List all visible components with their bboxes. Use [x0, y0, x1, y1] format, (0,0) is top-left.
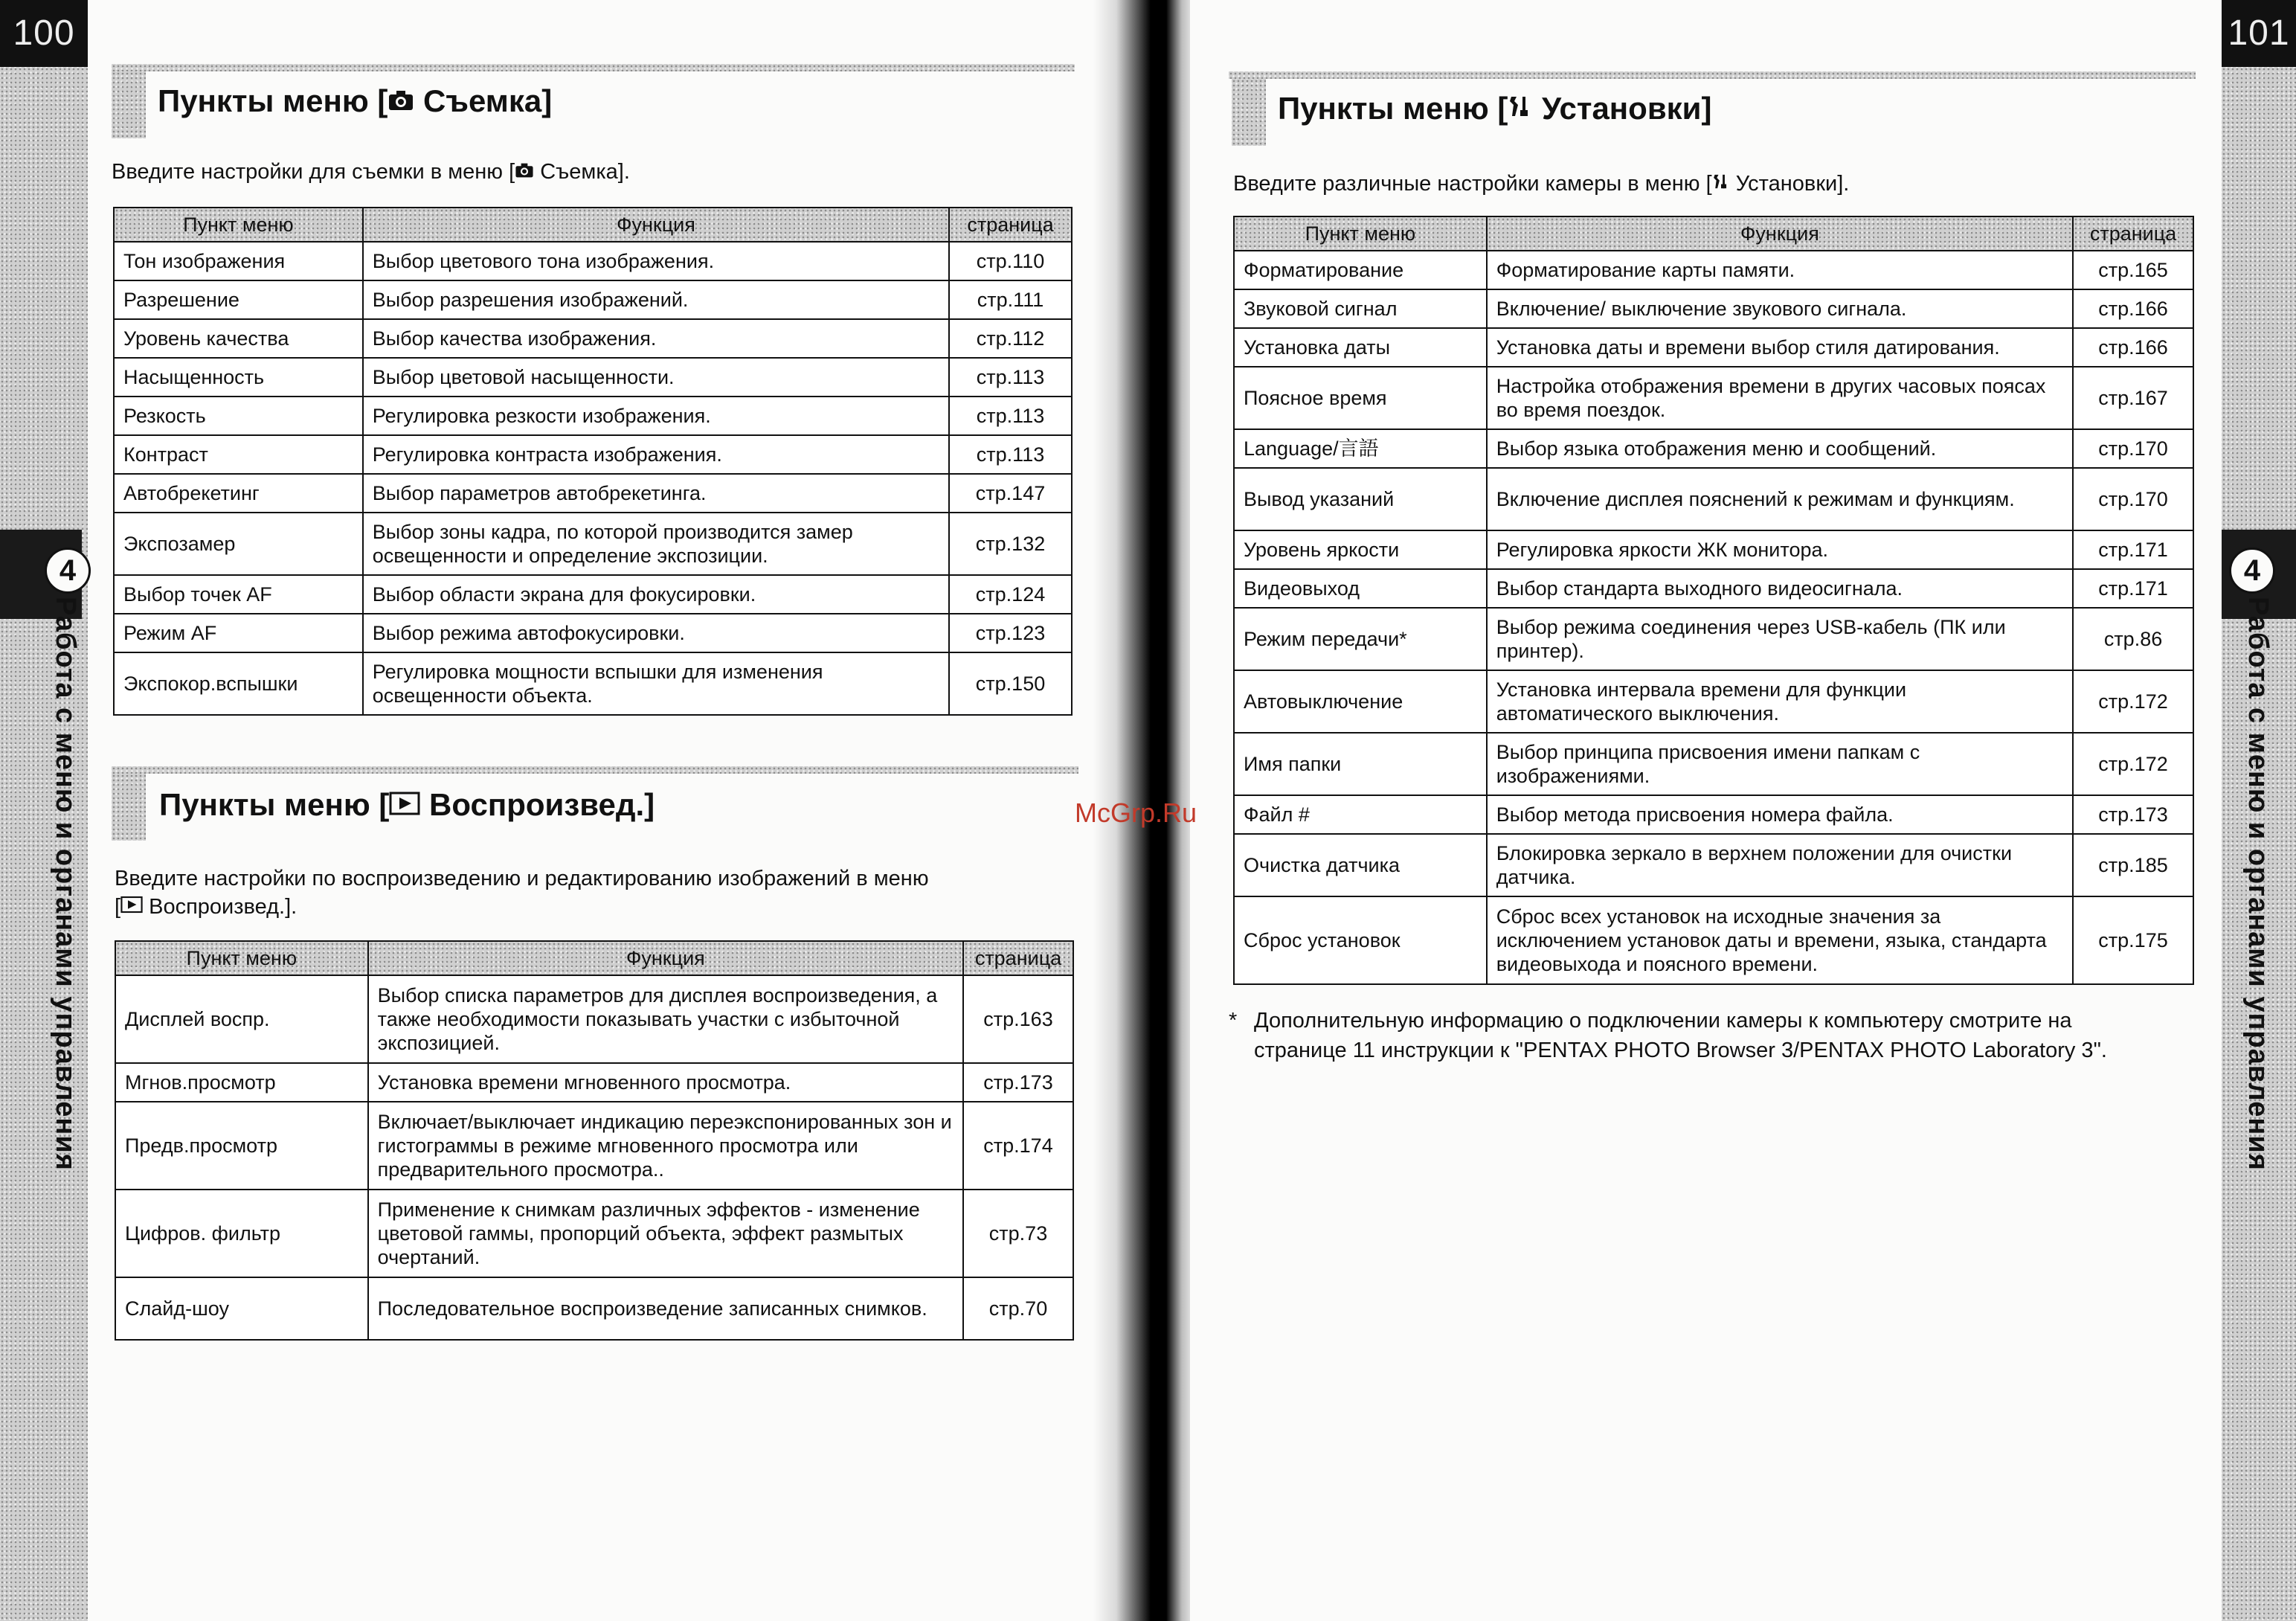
cell-page: стр.173 — [963, 1063, 1073, 1102]
table-row — [114, 614, 1072, 652]
cell-function: Регулировка мощности вспышки для изменения освещенности объекта. — [363, 652, 949, 715]
intro-play-line2 — [115, 893, 929, 921]
chapter-number-left: 4 — [45, 548, 91, 594]
table-header-row — [115, 941, 1073, 975]
col-header-page: страница — [2073, 216, 2193, 251]
left-page — [0, 0, 1101, 1621]
col-header-page: страница — [963, 941, 1073, 975]
table-row — [1234, 733, 2193, 795]
cell-item: Экспозамер — [114, 513, 363, 575]
table-row — [1234, 468, 2193, 530]
section-rule-setup — [1229, 71, 2196, 79]
cell-item: Очистка датчика — [1234, 834, 1487, 896]
cell-function: Выбор списка параметров для дисплея воспроизведения, а также необходимости показывать участки с избыточной экспозицией. — [368, 975, 963, 1063]
cell-item: Выбор точек AF — [114, 575, 363, 614]
cell-item: Language/言語 — [1234, 429, 1487, 468]
section-rule-play — [112, 766, 1078, 774]
cell-page: стр.166 — [2073, 328, 2193, 367]
cell-item: Дисплей воспр. — [115, 975, 368, 1063]
intro-setup-pre: Введите различные настройки камеры в меню [ — [1233, 172, 1712, 196]
table-row — [114, 513, 1072, 575]
col-header-function: Функция — [368, 941, 963, 975]
cell-page: стр.150 — [949, 652, 1072, 715]
table-header-row — [114, 208, 1072, 242]
cell-function: Блокировка зеркало в верхнем положении для очистки датчика. — [1487, 834, 2073, 896]
cell-function: Сброс всех установок на исходные значения за исключением установок даты и времени, языка, стандарта видеовыхода и поясного времени. — [1487, 896, 2073, 984]
table-row — [1234, 608, 2193, 670]
table-row — [1234, 670, 2193, 733]
table-row — [1234, 896, 2193, 984]
cell-page: стр.73 — [963, 1190, 1073, 1277]
cell-item: Экспокор.вспышки — [114, 652, 363, 715]
cell-item: Контраст — [114, 435, 363, 474]
intro-setup — [1233, 170, 1849, 198]
cell-page: стр.147 — [949, 474, 1072, 513]
right-page — [1190, 0, 2296, 1621]
cell-function: Выбор принципа присвоения имени папкам с изображениями. — [1487, 733, 2073, 795]
section-title-setup-pre: Пункты меню [ — [1278, 91, 1508, 126]
section-title-rec — [158, 83, 552, 119]
cell-item: Разрешение — [114, 280, 363, 319]
table-row — [115, 1063, 1073, 1102]
cell-item: Уровень качества — [114, 319, 363, 358]
cell-item: Файл # — [1234, 795, 1487, 834]
play-icon-small — [120, 893, 143, 921]
cell-page: стр.132 — [949, 513, 1072, 575]
footnote-line2: странице 11 инструкции к "PENTAX PHOTO Browser 3/PENTAX PHOTO Laboratory 3". — [1254, 1039, 2107, 1062]
cell-function: Выбор языка отображения меню и сообщений. — [1487, 429, 2073, 468]
col-header-page: страница — [949, 208, 1072, 242]
cell-page: стр.166 — [2073, 289, 2193, 328]
table-row — [115, 1102, 1073, 1190]
table-row — [1234, 328, 2193, 367]
col-header-item: Пункт меню — [115, 941, 368, 975]
cell-function: Выбор параметров автобрекетинга. — [363, 474, 949, 513]
cell-page: стр.163 — [963, 975, 1073, 1063]
page-number-left: 100 — [0, 0, 88, 67]
cell-function: Выбор области экрана для фокусировки. — [363, 575, 949, 614]
section-marker-setup — [1232, 79, 1266, 146]
camera-icon-small — [515, 158, 534, 186]
col-header-function: Функция — [1487, 216, 2073, 251]
section-title-play-post: Воспроизвед.] — [420, 787, 655, 822]
cell-function: Выбор разрешения изображений. — [363, 280, 949, 319]
cell-page: стр.170 — [2073, 429, 2193, 468]
cell-function: Выбор зоны кадра, по которой производится замер освещенности и определение экспозиции. — [363, 513, 949, 575]
chapter-title-right: Работа с меню и органами управления — [2242, 597, 2274, 1171]
cell-function: Регулировка яркости ЖК монитора. — [1487, 530, 2073, 569]
cell-function: Выбор цветовой насыщенности. — [363, 358, 949, 397]
section-marker-rec — [112, 71, 146, 138]
rec-menu-table — [113, 207, 1073, 716]
section-title-play — [159, 787, 655, 823]
cell-page: стр.174 — [963, 1102, 1073, 1190]
section-title-setup-post: Установки] — [1533, 91, 1712, 126]
section-title-rec-pre: Пункты меню [ — [158, 83, 388, 118]
table-row — [114, 435, 1072, 474]
cell-page: стр.171 — [2073, 569, 2193, 608]
table-row — [114, 242, 1072, 280]
cell-item: Автовыключение — [1234, 670, 1487, 733]
intro-rec-post: Съемка]. — [534, 160, 630, 184]
cell-page: стр.113 — [949, 435, 1072, 474]
cell-item: Насыщенность — [114, 358, 363, 397]
cell-function: Последовательное воспроизведение записанных снимков. — [368, 1277, 963, 1340]
cell-function: Применение к снимкам различных эффектов - изменение цветовой гаммы, пропорций объекта, эффект размытых очертаний. — [368, 1190, 963, 1277]
intro-play-line2-post: Воспроизвед.]. — [143, 895, 298, 919]
cell-function: Выбор режима автофокусировки. — [363, 614, 949, 652]
cell-page: стр.173 — [2073, 795, 2193, 834]
table-row — [114, 575, 1072, 614]
cell-item: Поясное время — [1234, 367, 1487, 429]
cell-item: Видеовыход — [1234, 569, 1487, 608]
cell-function: Настройка отображения времени в других часовых поясах во время поездок. — [1487, 367, 2073, 429]
cell-function: Выбор цветового тона изображения. — [363, 242, 949, 280]
cell-page: стр.165 — [2073, 251, 2193, 289]
wrench-icon-small — [1712, 170, 1730, 198]
cell-page: стр.113 — [949, 358, 1072, 397]
intro-setup-post: Установки]. — [1729, 172, 1850, 196]
cell-function: Установка времени мгновенного просмотра. — [368, 1063, 963, 1102]
play-menu-table — [115, 940, 1074, 1341]
table-row — [1234, 569, 2193, 608]
cell-page: стр.172 — [2073, 670, 2193, 733]
footnote-setup — [1229, 1006, 2107, 1065]
cell-page: стр.167 — [2073, 367, 2193, 429]
cell-item: Слайд-шоу — [115, 1277, 368, 1340]
cell-page: стр.175 — [2073, 896, 2193, 984]
cell-function: Выбор метода присвоения номера файла. — [1487, 795, 2073, 834]
watermark: McGrp.Ru — [1075, 797, 1197, 828]
cell-page: стр.111 — [949, 280, 1072, 319]
cell-item: Форматирование — [1234, 251, 1487, 289]
cell-item: Вывод указаний — [1234, 468, 1487, 530]
cell-function: Форматирование карты памяти. — [1487, 251, 2073, 289]
table-row — [1234, 834, 2193, 896]
col-header-item: Пункт меню — [1234, 216, 1487, 251]
table-row — [114, 358, 1072, 397]
footnote-mark: * — [1229, 1009, 1238, 1033]
table-row — [1234, 289, 2193, 328]
table-row — [1234, 429, 2193, 468]
intro-rec — [112, 158, 630, 186]
table-row — [115, 975, 1073, 1063]
intro-play — [115, 864, 929, 921]
cell-item: Резкость — [114, 397, 363, 435]
cell-item: Режим передачи* — [1234, 608, 1487, 670]
table-row — [114, 474, 1072, 513]
cell-page: стр.86 — [2073, 608, 2193, 670]
chapter-number-right: 4 — [2229, 548, 2275, 594]
cell-page: стр.170 — [2073, 468, 2193, 530]
table-row — [114, 280, 1072, 319]
cell-function: Выбор качества изображения. — [363, 319, 949, 358]
cell-function: Включение/ выключение звукового сигнала. — [1487, 289, 2073, 328]
section-title-setup — [1278, 91, 1711, 126]
table-row — [115, 1190, 1073, 1277]
footnote-line1: Дополнительную информацию о подключении камеры к компьютеру смотрите на — [1254, 1009, 2072, 1033]
cell-page: стр.171 — [2073, 530, 2193, 569]
table-header-row — [1234, 216, 2193, 251]
cell-page: стр.124 — [949, 575, 1072, 614]
cell-page: стр.112 — [949, 319, 1072, 358]
cell-page: стр.113 — [949, 397, 1072, 435]
cell-page: стр.185 — [2073, 834, 2193, 896]
cell-function: Регулировка резкости изображения. — [363, 397, 949, 435]
section-marker-play — [112, 774, 146, 841]
cell-page: стр.110 — [949, 242, 1072, 280]
cell-item: Цифров. фильтр — [115, 1190, 368, 1277]
cell-function: Включение дисплея пояснений к режимам и функциям. — [1487, 468, 2073, 530]
cell-item: Имя папки — [1234, 733, 1487, 795]
cell-item: Режим AF — [114, 614, 363, 652]
cell-page: стр.123 — [949, 614, 1072, 652]
cell-item: Сброс установок — [1234, 896, 1487, 984]
cell-page: стр.70 — [963, 1277, 1073, 1340]
wrench-icon — [1508, 91, 1533, 126]
table-row — [115, 1277, 1073, 1340]
section-title-rec-post: Съемка] — [414, 83, 553, 118]
table-row — [114, 319, 1072, 358]
section-rule-rec — [112, 64, 1075, 71]
cell-function: Регулировка контраста изображения. — [363, 435, 949, 474]
intro-play-line1: Введите настройки по воспроизведению и редактированию изображений в меню — [115, 867, 929, 890]
table-row — [1234, 367, 2193, 429]
table-row — [114, 652, 1072, 715]
table-row — [1234, 251, 2193, 289]
cell-function: Установка даты и времени выбор стиля датирования. — [1487, 328, 2073, 367]
cell-function: Включает/выключает индикацию переэкспонированных зон и гистограммы в режиме мгновенного просмотра или предварительного просмотра.. — [368, 1102, 963, 1190]
cell-item: Уровень яркости — [1234, 530, 1487, 569]
chapter-title-left: Работа с меню и органами управления — [50, 597, 81, 1171]
table-row — [1234, 795, 2193, 834]
intro-rec-pre: Введите настройки для съемки в меню [ — [112, 160, 515, 184]
col-header-function: Функция — [363, 208, 949, 242]
table-row — [114, 397, 1072, 435]
cell-function: Выбор стандарта выходного видеосигнала. — [1487, 569, 2073, 608]
cell-function: Выбор режима соединения через USB-кабель (ПК или принтер). — [1487, 608, 2073, 670]
camera-icon — [388, 83, 414, 119]
cell-function: Установка интервала времени для функции автоматического выключения. — [1487, 670, 2073, 733]
section-title-play-pre: Пункты меню [ — [159, 787, 390, 822]
page-number-right: 101 — [2222, 0, 2296, 67]
col-header-item: Пункт меню — [114, 208, 363, 242]
table-row — [1234, 530, 2193, 569]
cell-item: Тон изображения — [114, 242, 363, 280]
cell-item: Звуковой сигнал — [1234, 289, 1487, 328]
cell-item: Предв.просмотр — [115, 1102, 368, 1190]
cell-item: Автобрекетинг — [114, 474, 363, 513]
intro-play-line2-pre: [ — [115, 895, 121, 919]
cell-page: стр.172 — [2073, 733, 2193, 795]
cell-item: Установка даты — [1234, 328, 1487, 367]
setup-menu-table — [1233, 216, 2194, 985]
play-icon — [389, 787, 420, 823]
cell-item: Мгнов.просмотр — [115, 1063, 368, 1102]
